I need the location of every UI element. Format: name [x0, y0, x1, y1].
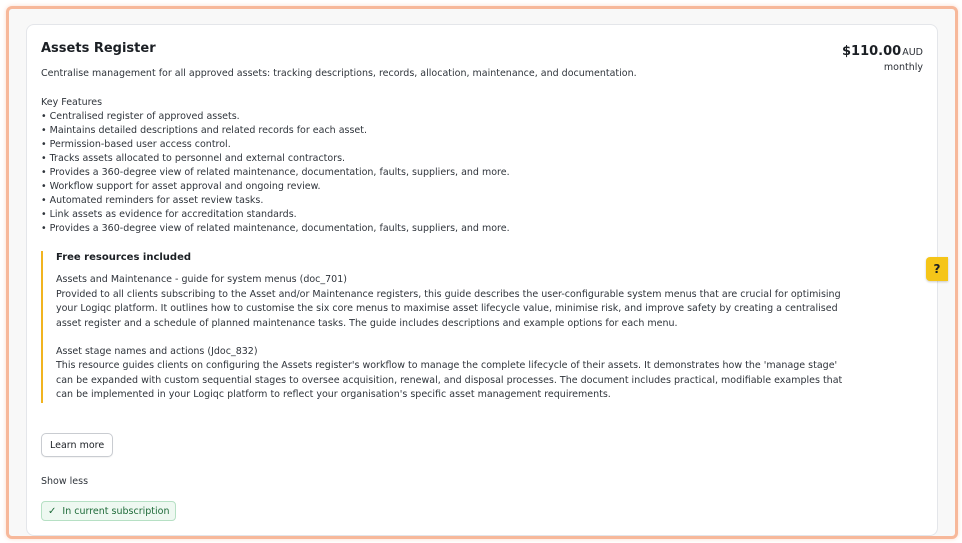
- help-label: ?: [933, 262, 941, 276]
- product-description: Centralise management for all approved assets: tracking descriptions, records, allocation, maintenance, and documentation.: [41, 68, 637, 79]
- feature-item: • Maintains detailed descriptions and related records for each asset.: [41, 124, 510, 138]
- feature-item: • Provides a 360-degree view of related maintenance, documentation, faults, suppliers, and more.: [41, 166, 510, 180]
- free-resources-heading: Free resources included: [56, 252, 192, 263]
- price-amount: $110.00: [842, 44, 902, 59]
- subscription-status-label: In current subscription: [62, 505, 170, 517]
- resource-item: [56, 345, 846, 403]
- feature-item: • Permission-based user access control.: [41, 138, 510, 152]
- feature-item: • Automated reminders for asset review tasks.: [41, 194, 510, 208]
- learn-more-button[interactable]: Learn more: [41, 433, 113, 457]
- feature-item: • Provides a 360-degree view of related maintenance, documentation, faults, suppliers, and more.: [41, 222, 510, 236]
- subscription-status-badge: [41, 501, 176, 521]
- show-less-link[interactable]: Show less: [41, 476, 89, 487]
- feature-item: • Link assets as evidence for accreditation standards.: [41, 208, 510, 222]
- resource-title: Asset stage names and actions (Jdoc_832): [56, 346, 258, 358]
- resource-item: [56, 273, 846, 331]
- feature-item: • Centralised register of approved assets.: [41, 110, 510, 124]
- product-title: Assets Register: [41, 41, 156, 56]
- price-currency: AUD: [902, 47, 923, 58]
- resource-title: Assets and Maintenance - guide for system menus (doc_701): [56, 274, 347, 286]
- resource-body: Provided to all clients subscribing to the Asset and/or Maintenance registers, this guide describes the user-configurable system menus that are crucial for optimising your Logiqc platform. It outlines how to customise the six core menus to maximise asset lifecycle value, minimise risk, and improve safety by creating a centralised asset register and a schedule of planned maintenance tasks. The guide includes descriptions and example options for each menu.: [56, 288, 841, 329]
- free-resources: [41, 251, 846, 403]
- key-features: [41, 96, 510, 236]
- price-period: monthly: [883, 62, 923, 73]
- check-icon: ✓: [48, 505, 57, 517]
- help-icon[interactable]: [926, 257, 948, 281]
- screenshot-frame: [6, 6, 958, 539]
- product-card: [26, 24, 938, 536]
- price-block: [842, 40, 923, 73]
- feature-item: • Workflow support for asset approval and ongoing review.: [41, 180, 510, 194]
- feature-item: • Tracks assets allocated to personnel and external contractors.: [41, 152, 510, 166]
- key-features-heading: Key Features: [41, 97, 103, 108]
- resource-body: This resource guides clients on configuring the Assets register's workflow to manage the complete lifecycle of their assets. It demonstrates how the 'manage stage' can be expanded with custom sequential stages to oversee acquisition, renewal, and disposal processes. The document includes practical, modifiable examples that can be implemented in your Logiqc platform to reflect your organisation's specific asset management requirements.: [56, 360, 843, 401]
